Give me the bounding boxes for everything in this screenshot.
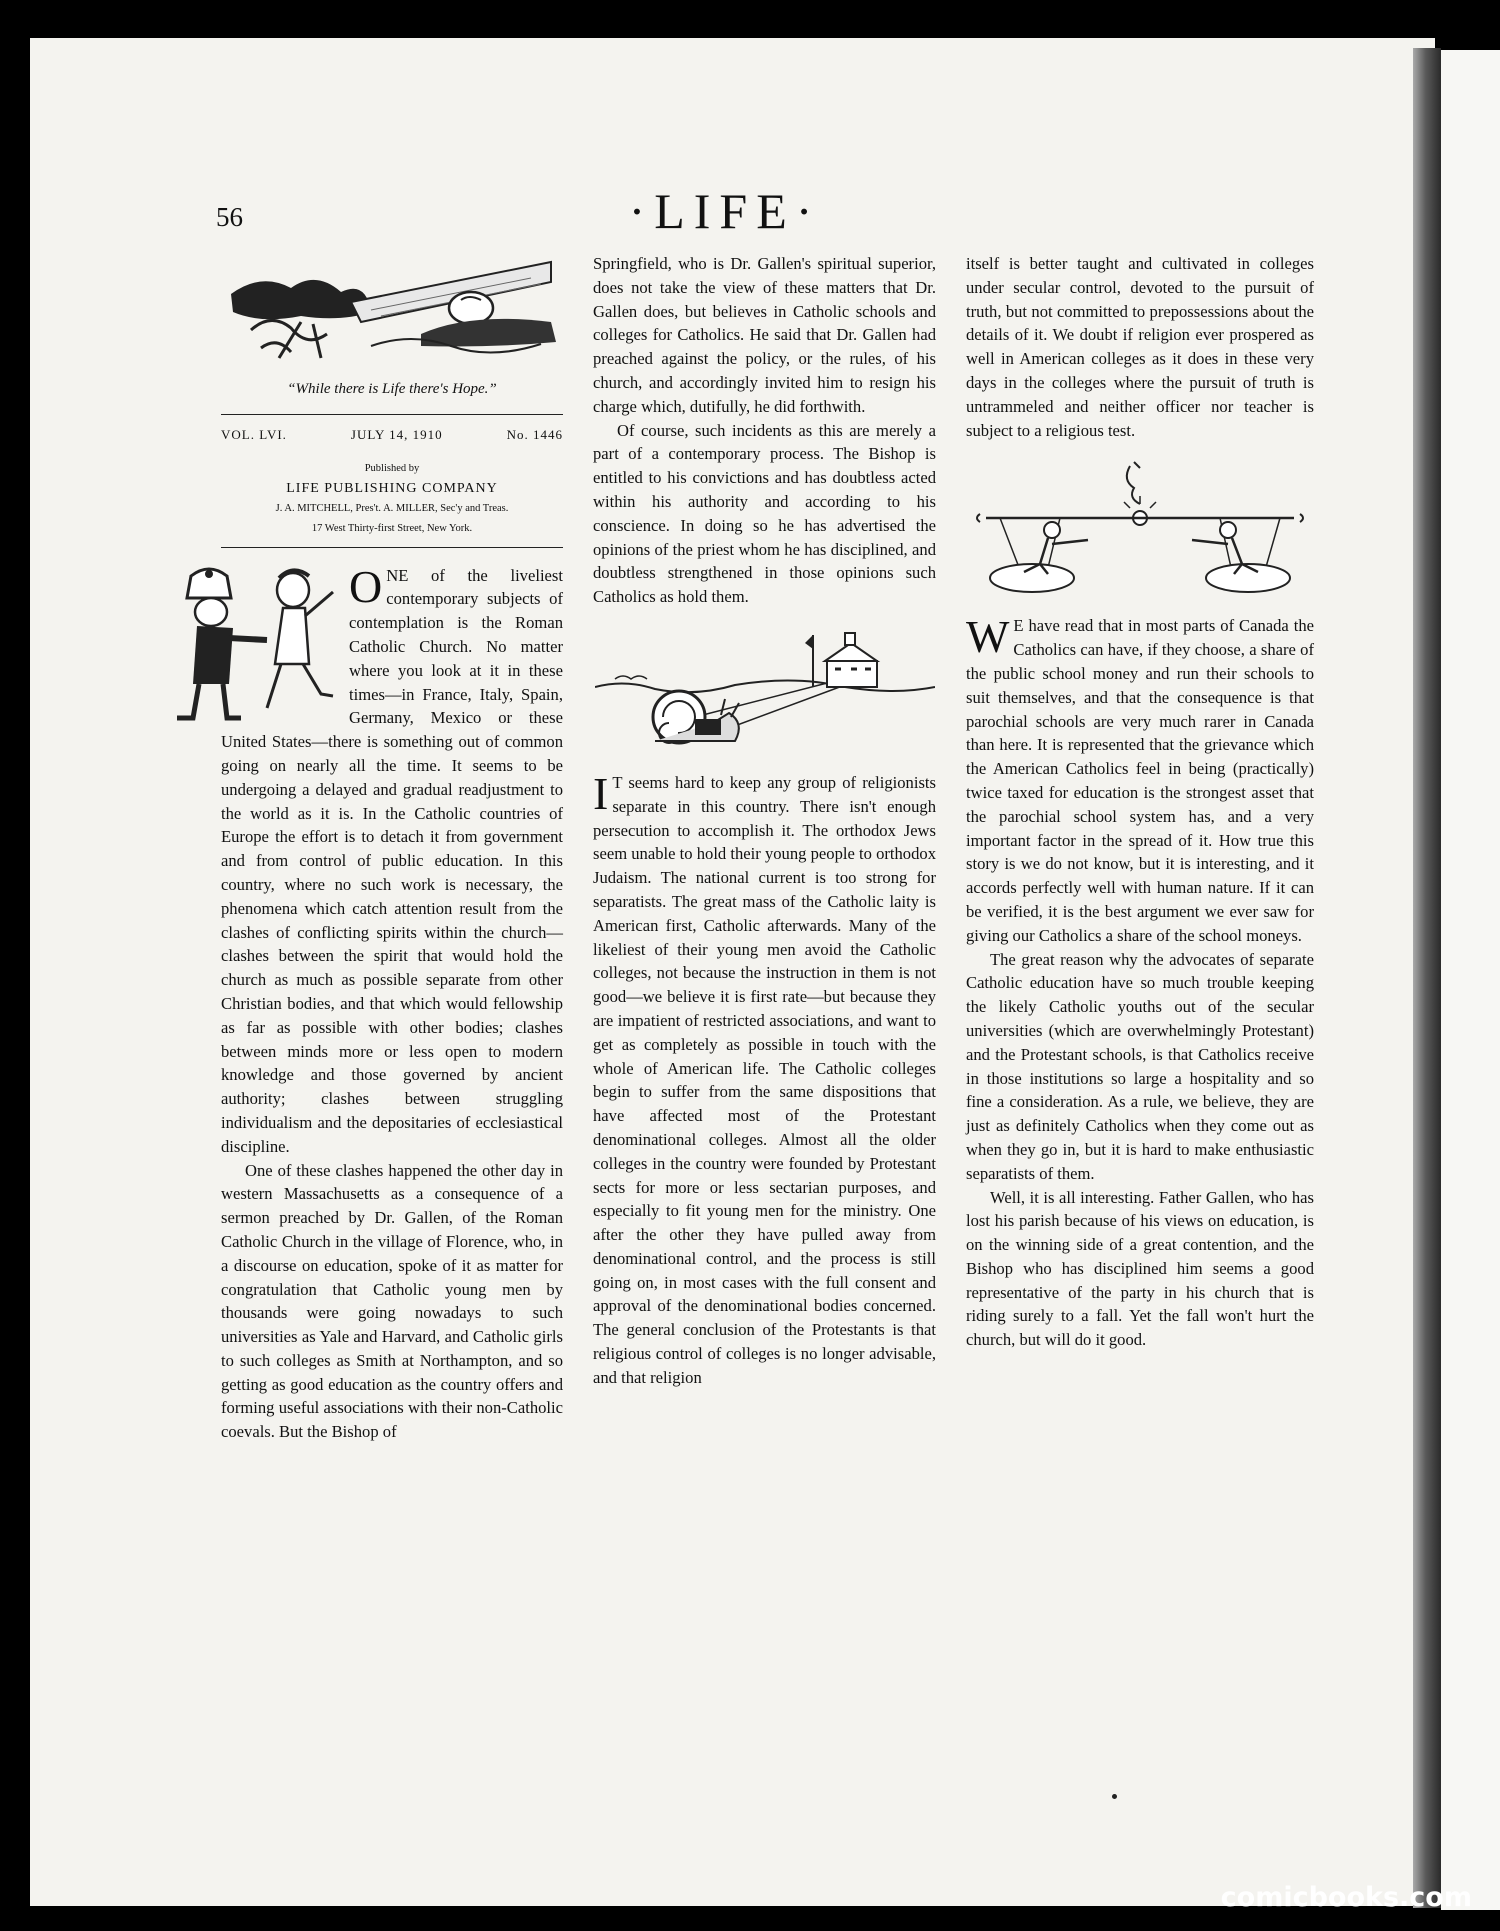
- article3-paragraph-3: Well, it is all interesting. Father Gallen, who has lost his parish because of his views on education, is on the winning side of a great contention, and the Bishop who has disciplined him seems a good representative of the party in his church that is riding surely to a fall. Yet the fall won't hurt the church, but will do it good.: [966, 1187, 1314, 1350]
- publisher-address: 17 West Thirty-first Street, New York.: [311, 522, 473, 534]
- volume: VOL. LVI.: [221, 426, 287, 442]
- watermark: comicbooks.com: [1220, 1882, 1472, 1913]
- snail-schoolhouse-icon: [595, 627, 935, 757]
- spine-shadow: [1413, 48, 1441, 1908]
- published-by: Published by: [364, 462, 420, 474]
- dropcap-o: O: [349, 560, 383, 612]
- balance-beam-figures-icon: [970, 460, 1310, 600]
- issue-line: [221, 415, 563, 459]
- publisher-officers: J. A. MITCHELL, Pres't. A. MILLER, Sec'y and Treas.: [275, 502, 509, 514]
- column-2: [593, 252, 936, 1390]
- dropcap-i: I: [593, 767, 609, 819]
- publisher-block: [221, 459, 563, 548]
- issue-date: JULY 14, 1910: [350, 426, 443, 442]
- page-number: 56: [216, 202, 243, 232]
- ink-speck: [1112, 1794, 1117, 1799]
- masthead-vignette-icon: [221, 252, 561, 372]
- column-1: [221, 252, 563, 1444]
- motto: “While there is Life there's Hope.”: [287, 381, 497, 397]
- issue-number: No. 1446: [506, 426, 563, 442]
- article1-paragraph-4: Of course, such incidents as this are merely a part of a contemporary process. The Bishop is entitled to his convictions and has doubtless acted within his authority and according to his conscience. In doing so he has advertised the opinions of the priest whom he has disciplined, and doubtless strengthened in those opinions such Catholics as hold them.: [593, 420, 936, 607]
- article1-paragraph-1: ONE of the liveliest contemporary subjects of contemplation is the Roman Catholic Church. No matter where you look at it in these times—in France, Italy, Spain, Germany, Mexico or these United States—there is something out of common going on nearly all the time. It seems to be undergoing a delayed and gradual readjustment to the world as it is. In the Catholic countries of Europe the effort is to detach it from government and from control of public education. In this country, where no such work is necessary, the phenomena which catch attention result from the clashes of conflicting spirits within the church—clashes between the spirit that would hold the church as much as possible separate from other Christian bodies, and that which would fellowship as far as possible with other bodies; clashes between minds more or less open to modern knowledge and those governed by ancient authority; clashes between struggling individualism and the depositaries of ecclesiastical discipline.: [221, 560, 563, 1156]
- column-3: [966, 252, 1314, 1352]
- next-page-edge: [1441, 50, 1500, 1910]
- article1-paragraph-3: Springfield, who is Dr. Gallen's spiritual superior, does not take the view of these matters that Dr. Gallen does, but believes in Catholic schools and colleges for Catholics. He said that Dr. Gallen had preached against the policy, or the rules, of his church, and accordingly invited him to resign his charge which, dutifully, he did forthwith.: [593, 254, 936, 416]
- article2-paragraph-2: itself is better taught and cultivated in colleges under secular control, devoted to the pursuit of truth, but not committed to prepossessions about the details of it. We doubt if religion ever prospered as well in American colleges as it does in these very days in the colleges where the pursuit of truth is untrammeled and neither officer nor teacher is subject to a religious test.: [966, 254, 1314, 440]
- article2-paragraph-1: I T seems hard to keep any group of religionists separate in this country. There isn't enough persecution to accomplish it. The orthodox Jews seem unable to hold their young people to orthodox Judaism. The national current is too strong for separatists. The great mass of the Catholic laity is American first, Catholic afterwards. Many of the likeliest of their young men avoid the Catholic colleges, not because the instruction in them is not good—we believe it is first rate—but because they are impatient of restricted associations, and want to get as completely as possible in touch with the whole of American life. The Catholic colleges begin to suffer from the same dispositions that have affected most of the Protestant denominational colleges. Almost all the older colleges in the country were founded by Protestant sects for more or less sectarian purposes, and especially to fit young men for the ministry. One after the other they have pulled away from denominational control, and the process is still going on, in most cases with the full consent and approval of the denominational bodies concerned. The general conclusion of the Protestants is that religious control of colleges is no longer advisable, and that religion: [593, 767, 936, 1387]
- article3-paragraph-2: The great reason why the advocates of separate Catholic education have so much trouble keeping the likely Catholic youths out of the secular universities (which are overwhelmingly Protestant) and the Protestant schools, is that Catholics receive in those institutions so large a hospitality and so fine a consideration. As a rule, we believe, they are just as definitely Catholics when they come out as when they go in, but it is hard to make enthusiastic separatists of them.: [966, 949, 1314, 1183]
- article3-paragraph-1: W E have read that in most parts of Canada the Catholics can have, if they choose, a share of the public school money and run their schools to suit themselves, and that the consequence is that parochial schools are very much rarer in Canada than here. It is represented that the grievance which the American Catholics feel in being (practically) twice taxed for education is the strongest asset that the parochial school system has, and a very important factor in the spread of it. How true this story is we do not know, but it is interesting, and it accords perfectly well with human nature. If it can be verified, it is the best argument we ever saw for giving our Catholics a share of the school moneys.: [966, 611, 1314, 945]
- policeman-dragging-boy-icon: [171, 564, 341, 724]
- publisher-company: LIFE PUBLISHING COMPANY: [286, 480, 498, 496]
- article1-paragraph-2: One of these clashes happened the other day in western Massachusetts as a consequence of a sermon preached by Dr. Gallen, of the Roman Catholic Church in the village of Florence, who, in a discourse on education, spoke of it as matter for congratulation that Catholic young men by thousands were going nowadays to such universities as Yale and Harvard, and Catholic girls to such colleges as Smith at Northampton, and so getting as good education as the country offers and forming useful associations with their non-Catholic coevals. But the Bishop of: [221, 1160, 563, 1442]
- dropcap-w: W: [966, 611, 1010, 663]
- masthead-title: ·LIFE·: [628, 183, 822, 239]
